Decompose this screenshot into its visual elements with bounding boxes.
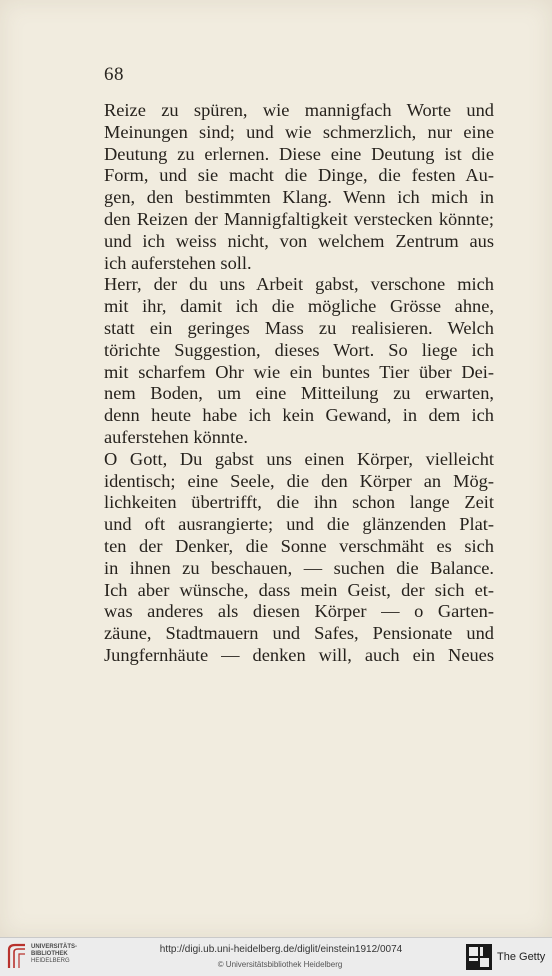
text-line: denn heute habe ich kein Gewand, in dem ich [104,405,494,426]
text-line: O Gott, Du gabst uns einen Körper, vielleicht [104,448,494,469]
copyright-notice: © Universitätsbibliothek Heidelberg [217,960,343,969]
text-line: was anderes als diesen Körper — o Garten- [104,601,494,622]
text-line: statt ein geringes Mass zu realisieren. Welch [104,317,494,338]
body-text [104,100,494,667]
text-line: auferstehen könnte. [104,426,249,447]
library-name: UNIVERSITÄTS- BIBLIOTHEK HEIDELBERG [31,944,78,964]
university-library-logo-icon [5,942,29,970]
text-line: und oft ausrangierte; und die glänzenden Plat- [104,514,494,535]
text-line: Reize zu spüren, wie mannigfach Worte und [104,100,494,120]
text-line: Jungfernhäute — denken will, auch ein Neues [104,644,494,665]
text-line: mit ihr, damit ich die mögliche Grösse ahne, [104,296,494,317]
text-line: zäune, Stadtmauern und Safes, Pensionate und [104,623,494,644]
text-line: Deutung zu erlernen. Diese eine Deutung ist die [104,143,494,164]
text-line: Herr, der du uns Arbeit gabst, verschone mich [104,274,494,295]
text-line: und ich weiss nicht, von welchem Zentrum aus [104,230,494,251]
text-line: in ihnen zu beschauen, — suchen die Balance. [104,557,494,578]
text-line: lichkeiten übertrifft, die ihn schon lange Zeit [104,492,494,513]
text-line: gen, den bestimmten Klang. Wenn ich mich in [104,187,494,208]
text-line: Meinungen sind; und wie schmerzlich, nur eine [104,121,494,142]
text-line: nem Boden, um eine Mitteilung zu erwarten, [104,383,494,404]
text-line: identisch; eine Seele, die den Körper an Mög- [104,470,494,491]
getty-logo-icon [466,944,492,970]
text-line: den Reizen der Mannigfaltigkeit verstecken könnte; [104,208,494,229]
text-line: Form, und sie macht die Dinge, die festen Au- [104,165,494,186]
text-line: ten der Denker, die Sonne verschmäht es sich [104,535,494,556]
text-line: Ich aber wünsche, dass mein Geist, der sich et- [104,579,494,600]
page-url-link[interactable]: http://digi.ub.uni-heidelberg.de/diglit/einstein1912/0074 [159,944,403,955]
text-line: ich auferstehen soll. [104,252,252,273]
text-line: mit scharfem Ohr wie ein buntes Tier über Dei- [104,361,494,382]
text-line: törichte Suggestion, dieses Wort. So liege ich [104,339,494,360]
page-number: 68 [104,64,124,85]
viewer-footer [0,937,552,976]
getty-label: The Getty [497,951,546,963]
